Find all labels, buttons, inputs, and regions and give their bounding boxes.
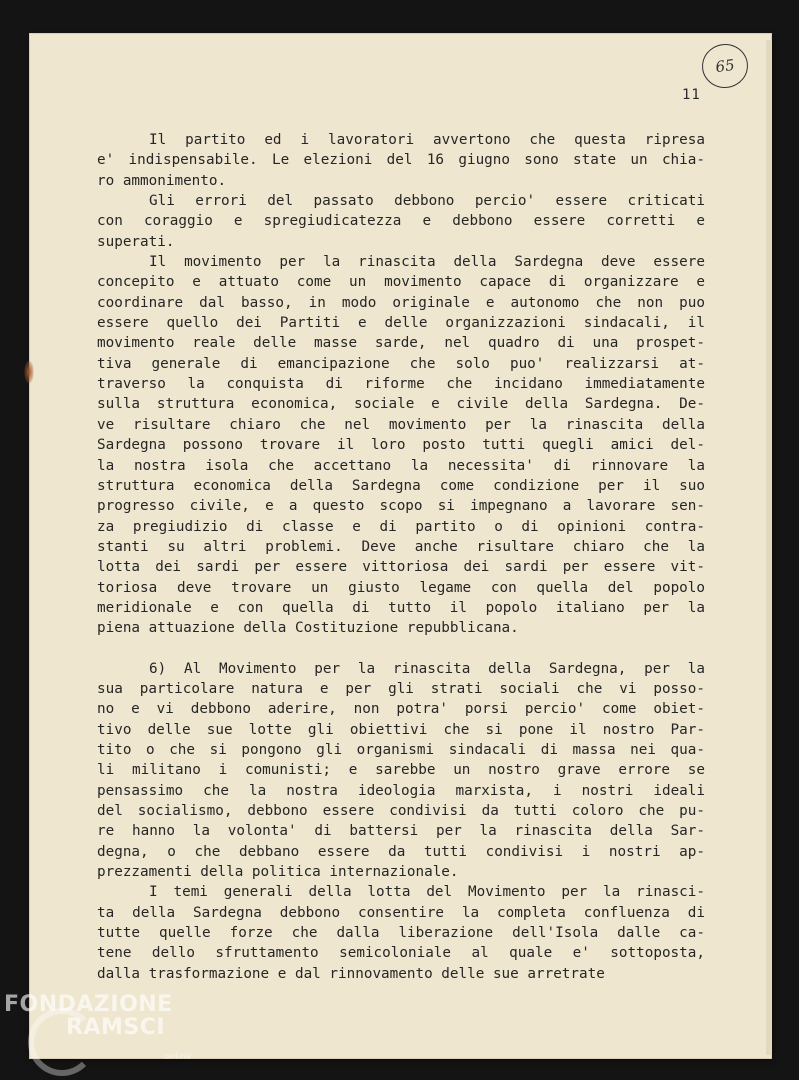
text-line: coordinare dal basso, in modo originale e autonomo che non puo [97, 294, 705, 311]
text-line: za pregiudizio di classe e di partito o di opinioni contra- [97, 518, 705, 535]
paragraph [97, 659, 705, 883]
text-line: Il movimento per la rinascita della Sardegna deve essere [149, 254, 705, 271]
text-line: sua particolare natura e per gli strati sociali che vi posso- [97, 680, 705, 697]
text-line: tivo delle sue lotte gli obiettivi che si pone il nostro Par- [97, 721, 705, 738]
text-line: ro ammonimento. [97, 172, 227, 189]
text-line: toriosa deve trovare un giusto legame con quella del popolo [97, 579, 705, 596]
watermark-line-2: RAMSCI [66, 1015, 166, 1040]
text-line: prezzamenti della politica internazionale. [97, 864, 459, 881]
text-line: stanti su altri problemi. Deve anche risultare chiaro che la [97, 538, 705, 555]
text-line: li militano i comunisti; e sarebbe un nostro grave errore se [97, 762, 705, 779]
text-line: degna, o che debbano essere da tutti condivisi i nostri ap- [97, 843, 705, 860]
text-line: re hanno la volonta' di battersi per la rinascita della Sar- [97, 823, 705, 840]
typed-page-number: 11 [682, 87, 701, 103]
text-line: tiva generale di emancipazione che solo puo' realizzarsi at- [97, 355, 705, 372]
paragraph-gap [97, 639, 705, 659]
watermark-g-logo [28, 1008, 96, 1076]
text-line: tene dello sfruttamento semicoloniale al quale e' sottoposta, [97, 945, 705, 962]
text-line: struttura economica della Sardegna come condizione per il suo [97, 477, 705, 494]
text-line: piena attuazione della Costituzione repubblicana. [97, 620, 519, 637]
text-line: ta della Sardegna debbono consentire la completa confluenza di [97, 904, 705, 921]
text-line: I temi generali della lotta del Movimento per la rinasci- [149, 884, 705, 901]
document-body [97, 130, 705, 984]
text-line: Il partito ed i lavoratori avvertono che questa ripresa [149, 132, 705, 148]
text-line: 6) Al Movimento per la rinascita della Sardegna, per la [149, 660, 705, 677]
paragraph [97, 130, 705, 191]
text-line: no e vi debbono aderire, non potra' porsi percio' come obiet- [97, 701, 705, 718]
paragraph [97, 882, 705, 984]
text-line: movimento reale delle masse sarde, nel quadro di una prospet- [97, 335, 705, 352]
text-line: superati. [97, 233, 175, 250]
rust-stain [24, 360, 34, 384]
text-line: traverso la conquista di riforme che incidano immediatamente [97, 376, 705, 393]
text-line: progresso civile, e a questo scopo si impegnano a lavorare sen- [97, 498, 705, 515]
text-line: essere quello dei Partiti e delle organizzazioni sindacali, il [97, 315, 705, 332]
text-line: del socialismo, debbono essere condivisi da tutti coloro che pu- [97, 803, 705, 819]
text-line: Gli errori del passato debbono percio' essere criticati [149, 193, 705, 210]
text-line: e' indispensabile. Le elezioni del 16 giugno sono state un chia- [97, 152, 705, 169]
paragraph [97, 252, 705, 639]
text-line: dalla trasformazione e dal rinnovamento delle sue arretrate [97, 965, 605, 982]
text-line: lotta dei sardi per essere vittoriosa dei sardi per essere vit- [97, 559, 705, 576]
text-line: concepito e attuato come un movimento capace di organizzare e [97, 274, 705, 291]
text-line: pensassimo che la nostra ideologia marxista, i nostri ideali [97, 782, 705, 799]
text-line: Sardegna possono trovare il loro posto tutti quegli amici del- [97, 437, 705, 454]
text-line: ve risultare chiaro che nel movimento per la rinascita della [97, 416, 705, 433]
paragraph [97, 191, 705, 252]
watermark-line-3: online [164, 1052, 192, 1062]
text-line: meridionale e con quella di tutto il popolo italiano per la [97, 599, 705, 616]
text-line: tito o che si pongono gli organismi sindacali di massa nei qua- [97, 741, 705, 758]
text-line: tutte quelle forze che dalla liberazione dell'Isola dalle ca- [97, 925, 705, 942]
page-edge [766, 40, 772, 1055]
text-line: sulla struttura economica, sociale e civile della Sardegna. De- [97, 396, 705, 413]
text-line: con coraggio e spregiudicatezza e debbono essere corretti e [97, 213, 705, 230]
text-line: la nostra isola che accettano la necessita' di rinnovare la [97, 457, 705, 474]
handwritten-page-number: 65 [699, 41, 751, 91]
watermark-line-1: FONDAZIONE [4, 992, 173, 1017]
